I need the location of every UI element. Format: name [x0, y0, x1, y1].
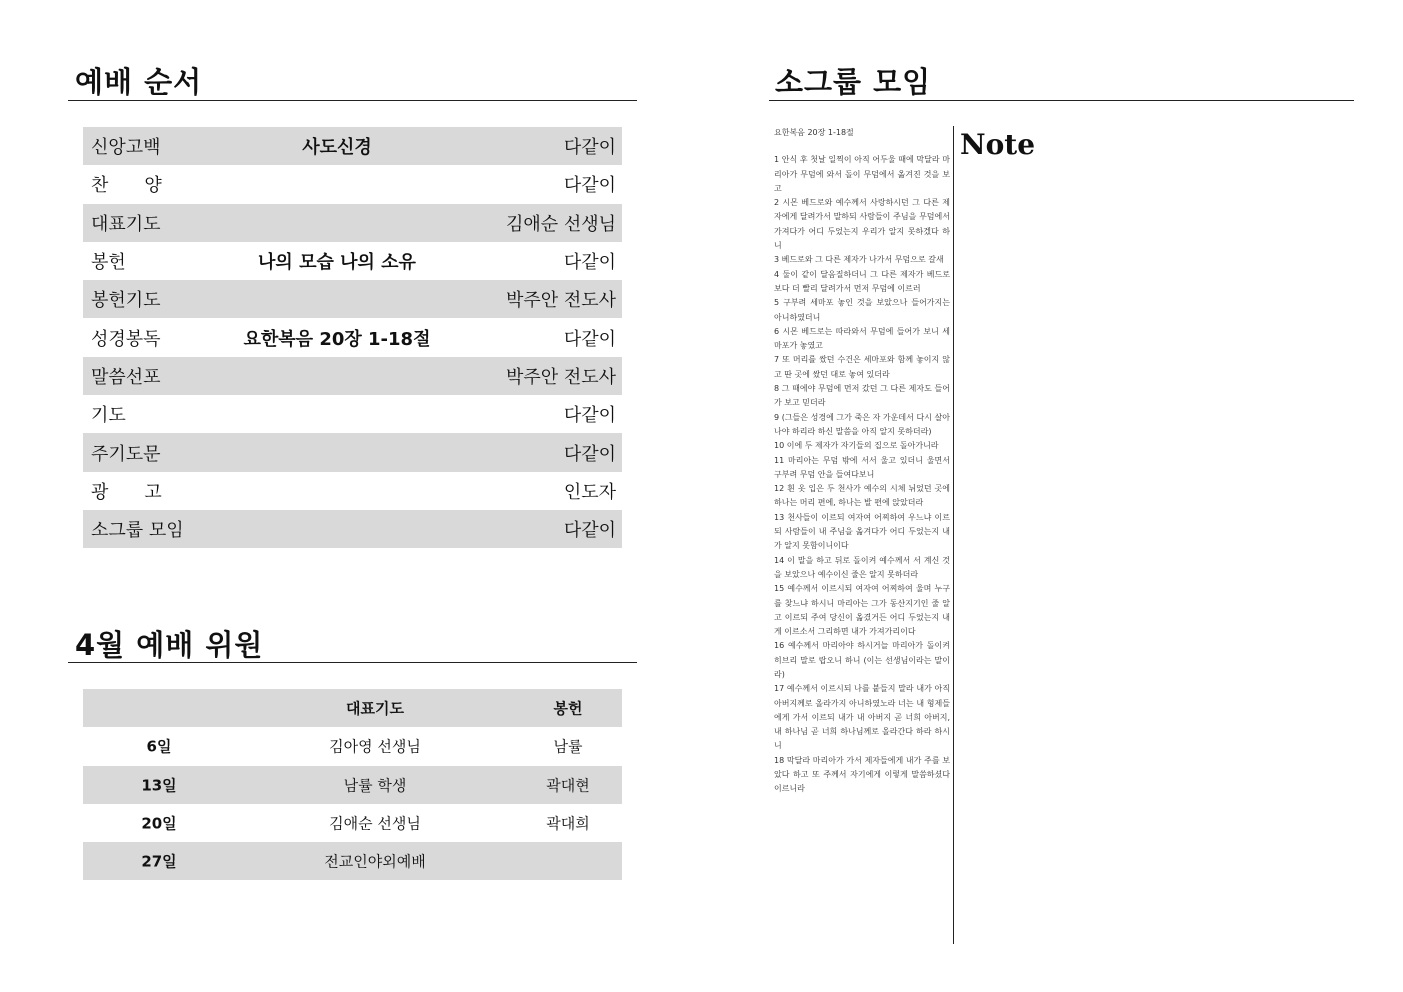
date-cell: 6일 — [146, 737, 172, 756]
order-leader: 박주안 전도사 — [505, 366, 616, 388]
order-row — [83, 433, 622, 471]
order-item: 봉헌 — [91, 252, 126, 274]
small-group-title: 소그룹 모임 — [775, 65, 932, 99]
verse: 1 안식 후 첫날 일찍이 아직 어두울 때에 막달라 마리아가 무덤에 와서 돌이 무덤에서 옮겨진 것을 보고 — [774, 155, 950, 193]
order-row — [83, 318, 622, 356]
order-item: 찬 양 — [91, 175, 162, 197]
verse: 6 시몬 베드로는 따라와서 무덤에 들어가 보니 세마포가 놓였고 — [774, 326, 950, 351]
committee-title: 4월 예배 위원 — [75, 628, 264, 662]
order-row — [83, 242, 622, 280]
worship-order-table — [83, 127, 622, 548]
representative-prayer-cell: 김아영 선생님 — [329, 737, 421, 756]
verse: 12 흰 옷 입은 두 천사가 예수의 시체 뉘었던 곳에 하나는 머리 편에, 하나는 발 편에 앉았더라 — [774, 484, 950, 508]
table-row — [83, 766, 622, 804]
order-row — [83, 357, 622, 395]
verse: 4 둘이 같이 달음질하더니 그 다른 제자가 베드로보다 더 빨리 달려가서 먼저 무덤에 이르러 — [774, 269, 950, 293]
order-row — [83, 165, 622, 203]
verse: 15 예수께서 이르시되 여자여 어찌하여 울며 누구를 찾느냐 하시니 마리아는 그가 동산지기인 줄 알고 이르되 주여 당신이 옮겼거든 어디 두었는지 내게 이르소서 그리하면 내가 가져가리이다 — [774, 584, 950, 637]
verse: 14 이 말을 하고 뒤로 돌이켜 예수께서 서 계신 것을 보았으나 예수이신 줄은 알지 못하더라 — [774, 555, 950, 579]
order-row — [83, 472, 622, 510]
verse: 5 구부려 세마포 놓인 것을 보았으나 들어가지는 아니하였더니 — [774, 298, 950, 322]
table-row — [83, 804, 622, 842]
date-cell: 20일 — [141, 814, 177, 833]
title-underline — [68, 662, 637, 663]
order-leader: 김애순 선생님 — [505, 213, 616, 235]
offering-cell: 남률 — [553, 737, 583, 756]
offering-cell: 곽대희 — [546, 814, 590, 833]
order-leader: 다같이 — [563, 520, 616, 542]
order-item: 대표기도 — [91, 213, 161, 235]
order-leader: 다같이 — [563, 328, 616, 350]
verse: 11 마리아는 무덤 밖에 서서 울고 있더니 울면서 구부려 무덤 안을 들여다보니 — [774, 455, 950, 479]
table-row — [83, 842, 622, 880]
title-underline — [68, 100, 637, 101]
verse: 18 막달라 마리아가 가서 제자들에게 내가 주를 보았다 하고 또 주께서 자기에게 이렇게 말씀하셨다 이르니라 — [774, 755, 950, 794]
order-leader: 박주안 전도사 — [505, 290, 616, 312]
order-row — [83, 127, 622, 165]
order-item: 광 고 — [91, 481, 162, 503]
verse: 9 (그들은 성경에 그가 죽은 자 가운데서 다시 살아나야 하리라 하신 말씀을 아직 알지 못하더라) — [774, 412, 950, 436]
verse: 8 그 때에야 무덤에 먼저 갔던 그 다른 제자도 들어가 보고 믿더라 — [774, 384, 950, 408]
order-item: 봉헌기도 — [91, 290, 161, 312]
representative-prayer-cell: 김애순 선생님 — [329, 814, 421, 833]
verse: 10 이에 두 제자가 자기들의 집으로 돌아가니라 — [774, 441, 939, 451]
order-detail: 요한복음 20장 1-18절 — [243, 328, 431, 350]
order-leader: 인도자 — [563, 481, 616, 503]
order-leader: 다같이 — [563, 175, 616, 197]
note-label: Note — [960, 128, 1036, 161]
order-leader: 다같이 — [563, 137, 616, 159]
offering-cell: 곽대현 — [546, 776, 590, 795]
verse: 2 시몬 베드로와 예수께서 사랑하시던 그 다른 제자에게 달려가서 말하되 사람들이 주님을 무덤에서 가져다가 어디 두었는지 우리가 알지 못하겠다 하니 — [774, 198, 950, 251]
order-item: 신앙고백 — [91, 137, 161, 159]
order-detail: 나의 모습 나의 소유 — [258, 252, 416, 274]
representative-prayer-cell: 전교인야외예배 — [324, 852, 426, 871]
order-detail: 사도신경 — [302, 137, 372, 159]
date-cell: 27일 — [141, 852, 177, 871]
passage-reference: 요한복음 20장 1-18절 — [774, 128, 854, 137]
order-row — [83, 395, 622, 433]
order-leader: 다같이 — [563, 443, 616, 465]
verse: 7 또 머리를 쌌던 수건은 세마포와 함께 놓이지 않고 딴 곳에 쌌던 대로 놓여 있더라 — [774, 355, 950, 379]
scripture-passage — [774, 126, 950, 797]
verse: 3 베드로와 그 다른 제자가 나가서 무덤으로 갈새 — [774, 255, 944, 265]
order-item: 주기도문 — [91, 443, 161, 465]
order-leader: 다같이 — [563, 252, 616, 274]
verse: 17 예수께서 이르시되 나를 붙들지 말라 내가 아직 아버지께로 올라가지 아니하였노라 너는 내 형제들에게 가서 이르되 내가 내 아버지 곧 너희 아버지, 내 하나님 곧 너희 하나님께로 올라간다 하라 하시니 — [774, 684, 950, 751]
verse: 13 천사들이 이르되 여자여 어찌하여 우느냐 이르되 사람들이 내 주님을 옮겨다가 어디 두었는지 내가 알지 못함이니이다 — [774, 512, 950, 551]
header-representative-prayer: 대표기도 — [346, 699, 404, 718]
order-leader: 다같이 — [563, 405, 616, 427]
header-offering: 봉헌 — [553, 699, 583, 718]
order-row — [83, 204, 622, 242]
title-underline — [769, 100, 1354, 101]
verse-list — [774, 153, 950, 796]
order-item: 성경봉독 — [91, 328, 161, 350]
date-cell: 13일 — [141, 776, 177, 795]
order-item: 기도 — [91, 405, 126, 427]
order-row — [83, 510, 622, 548]
order-row — [83, 280, 622, 318]
table-row — [83, 727, 622, 765]
worship-order-title: 예배 순서 — [75, 65, 203, 99]
order-item: 말씀선포 — [91, 366, 161, 388]
verse: 16 예수께서 마리아야 하시거늘 마리아가 돌이켜 히브리 말로 랍오니 하니 (이는 선생님이라는 말이라) — [774, 641, 950, 679]
order-item: 소그룹 모임 — [91, 520, 184, 542]
representative-prayer-cell: 남률 학생 — [343, 776, 407, 795]
column-divider — [953, 126, 954, 944]
worship-committee-table — [83, 689, 622, 880]
table-header-row — [83, 689, 622, 727]
